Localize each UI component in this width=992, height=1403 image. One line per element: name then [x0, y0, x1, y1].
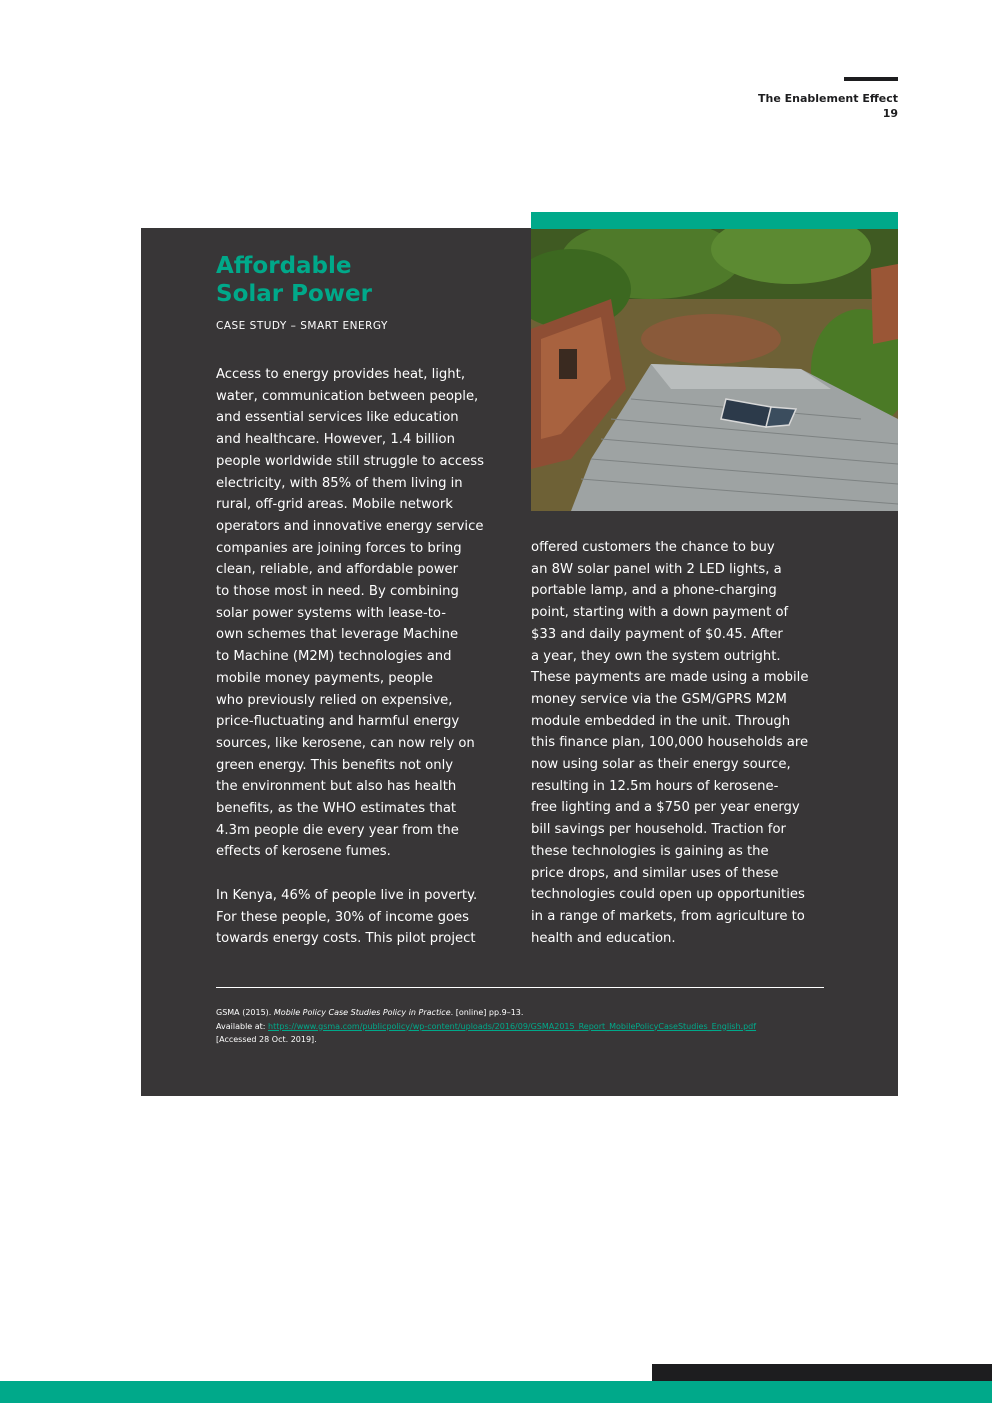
page-number: 19 [882, 107, 898, 120]
text-line: and essential services like education [216, 410, 459, 426]
title-line-1: Affordable [216, 253, 352, 279]
case-study-title [216, 252, 372, 308]
text-line: sources, like kerosene, can now rely on [216, 735, 475, 751]
text-line: mobile money payments, people [216, 670, 434, 686]
citation-author: GSMA (2015). [216, 1008, 274, 1017]
text-line: to Machine (M2M) technologies and [216, 649, 452, 665]
text-line: towards energy costs. This pilot project [216, 931, 476, 947]
citation-title: Mobile Policy Case Studies Policy in Practice [273, 1008, 451, 1017]
text-line: 4.3m people die every year from the [216, 822, 459, 838]
text-line: in a range of markets, from agriculture to [531, 908, 805, 924]
footer-dark-bar [652, 1364, 992, 1382]
text-line: to those most in need. By combining [216, 584, 459, 600]
case-study-subtitle: CASE STUDY – SMART ENERGY [216, 320, 388, 332]
text-line: money service via the GSM/GPRS M2M [531, 691, 787, 707]
text-line: module embedded in the unit. Through [531, 713, 791, 729]
footnote-accessed: [Accessed 28 Oct. 2019]. [216, 1035, 317, 1044]
text-line: electricity, with 85% of them living in [216, 475, 463, 491]
body-column-right [531, 537, 808, 949]
body-column-left [216, 364, 484, 950]
text-line: benefits, as the WHO estimates that [216, 801, 457, 817]
text-line: These payments are made using a mobile [531, 670, 809, 686]
paragraph-2 [216, 885, 484, 950]
text-line: technologies could open up opportunities [531, 887, 805, 903]
text-line: solar power systems with lease-to- [216, 605, 447, 621]
text-line: a year, they own the system outright. [531, 648, 781, 664]
text-line: and healthcare. However, 1.4 billion [216, 432, 455, 448]
text-line: resulting in 12.5m hours of kerosene- [531, 778, 779, 794]
text-line: In Kenya, 46% of people live in poverty. [216, 887, 478, 903]
text-line: the environment but also has health [216, 779, 457, 795]
text-line: offered customers the chance to buy [531, 540, 775, 555]
text-line: price drops, and similar uses of these [531, 865, 779, 881]
text-line: health and education. [531, 930, 676, 946]
text-line: green energy. This benefits not only [216, 757, 454, 773]
text-line: free lighting and a $750 per year energy [531, 800, 800, 816]
citation-pages: . [online] pp.9–13. [450, 1008, 524, 1017]
text-line: this finance plan, 100,000 households are [531, 735, 809, 751]
footnote-divider [216, 987, 824, 988]
text-line: portable lamp, and a phone-charging [531, 583, 777, 599]
footnote [216, 1006, 756, 1047]
footnote-availability [216, 1020, 756, 1034]
text-line: water, communication between people, [216, 388, 479, 404]
photo-accent-bar [531, 212, 898, 229]
text-line: operators and innovative energy service [216, 518, 484, 534]
text-line: companies are joining forces to bring [216, 540, 462, 556]
text-line: clean, reliable, and affordable power [216, 562, 459, 578]
text-line: people worldwide still struggle to access [216, 453, 484, 469]
text-line: now using solar as their energy source, [531, 757, 791, 773]
text-line: bill savings per household. Traction for [531, 822, 786, 838]
paragraph-1 [216, 364, 484, 863]
available-at-label: Available at: [216, 1021, 269, 1031]
text-line: $33 and daily payment of $0.45. After [531, 626, 783, 642]
footer-teal-bar [0, 1381, 992, 1403]
title-line-2: Solar Power [216, 281, 372, 307]
text-line: rural, off-grid areas. Mobile network [216, 497, 453, 513]
doc-title: The Enablement Effect [757, 92, 898, 105]
text-line: Access to energy provides heat, light, [216, 367, 466, 382]
text-line: effects of kerosene fumes. [216, 844, 391, 860]
text-line: who previously relied on expensive, [216, 692, 453, 708]
solar-roof-photo [531, 229, 898, 511]
paragraph-gap [216, 863, 484, 885]
source-link[interactable]: https://www.gsma.com/publicpolicy/wp-content/uploads/2016/09/GSMA2015_Report_MobilePolicyCaseStudies_English.pdf [268, 1021, 757, 1031]
text-line: price-fluctuating and harmful energy [216, 714, 460, 730]
text-line: these technologies is gaining as the [531, 843, 769, 859]
footnote-citation [216, 1006, 756, 1020]
header-rule [844, 77, 898, 81]
text-line: an 8W solar panel with 2 LED lights, a [531, 561, 782, 577]
text-line: For these people, 30% of income goes [216, 909, 470, 925]
running-head [758, 91, 898, 121]
text-line: own schemes that leverage Machine [216, 627, 459, 643]
text-line: point, starting with a down payment of [531, 605, 789, 621]
